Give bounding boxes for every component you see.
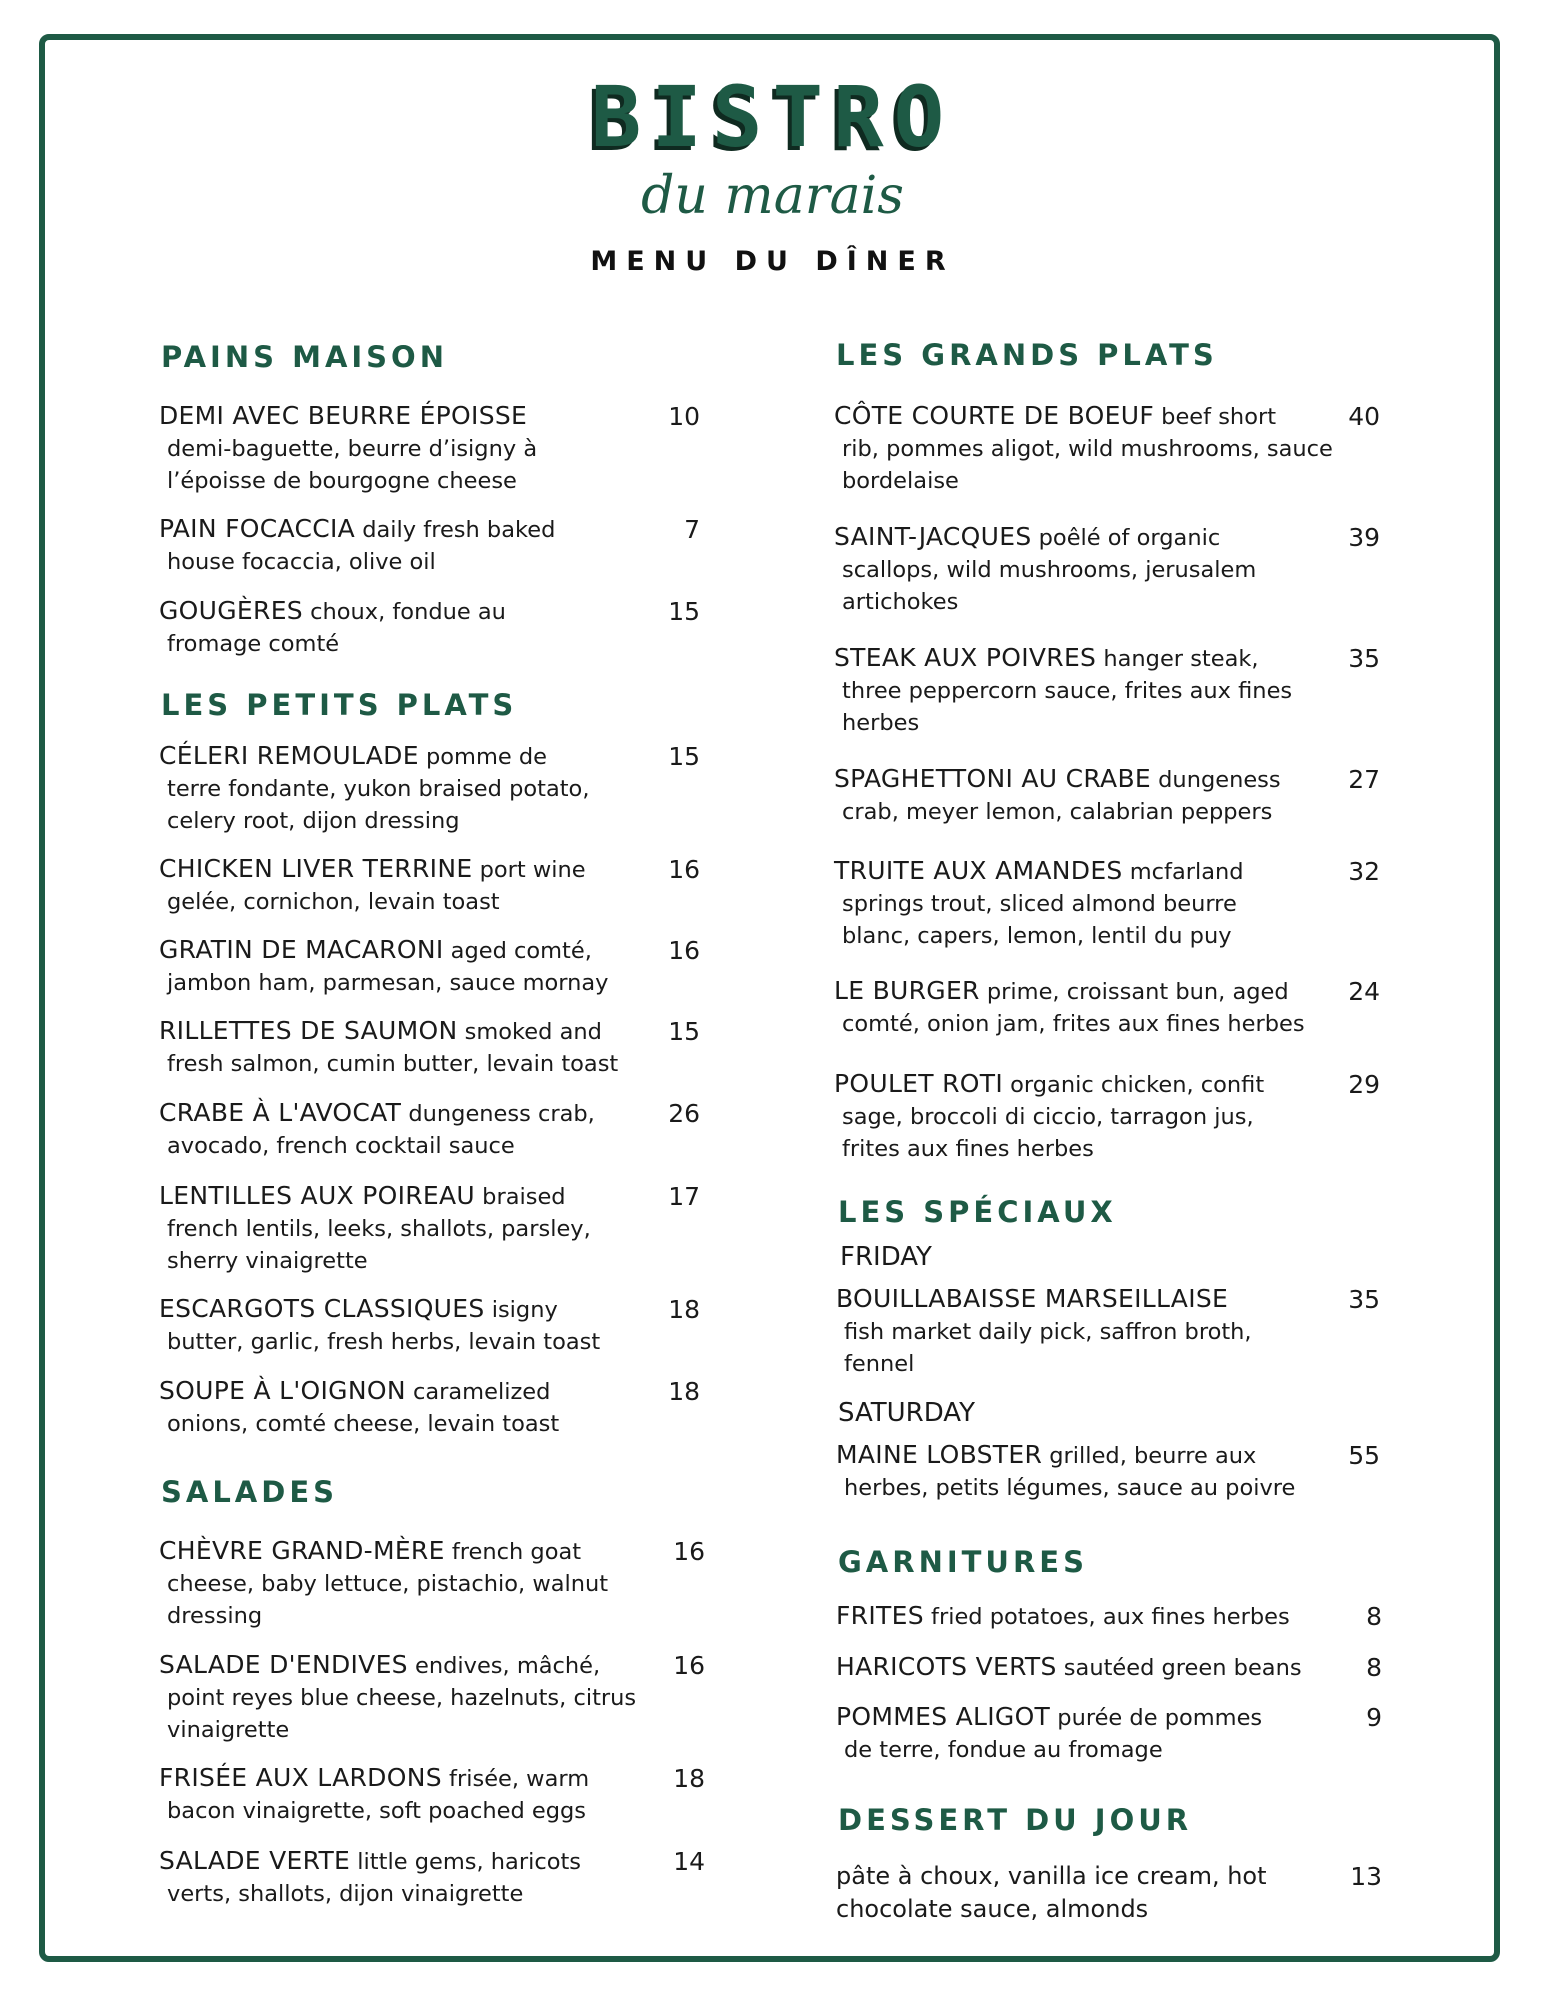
item-description-cont: bacon vinaigrette, soft poached eggs	[167, 1798, 587, 1824]
section-title-les-petits-plats: LES PETITS PLATS	[161, 688, 518, 722]
section-title-pains-maison: PAINS MAISON	[161, 340, 448, 374]
item-name: CRABE À L'AVOCAT	[159, 1098, 402, 1127]
item-first-line	[159, 1180, 679, 1213]
item-description-cont: fresh salmon, cumin butter, levain toast	[167, 1051, 619, 1077]
item-name: CHICKEN LIVER TERRINE	[159, 854, 473, 883]
menu-item	[836, 1283, 1356, 1380]
item-price: 15	[668, 597, 700, 626]
item-price: 16	[673, 1651, 705, 1680]
item-description-cont: terre fondante, yukon braised potato,	[167, 776, 590, 802]
item-description: dungeness	[1151, 767, 1281, 793]
item-description: dungeness crab,	[401, 1101, 595, 1127]
item-price: 55	[1348, 1441, 1380, 1470]
item-first-line	[159, 1535, 679, 1568]
item-description-cont: vinaigrette	[167, 1717, 290, 1743]
item-description-cont: springs trout, sliced almond beurre	[842, 891, 1237, 917]
item-first-line	[159, 1649, 679, 1682]
item-description: beef short	[1154, 404, 1277, 430]
item-name: POMMES ALIGOT	[836, 1702, 1051, 1731]
item-first-line	[159, 1097, 679, 1130]
item-description: endives, mâché,	[407, 1653, 601, 1679]
item-price: 8	[1366, 1653, 1382, 1682]
item-price: 32	[1348, 857, 1380, 886]
item-name: STEAK AUX POIVRES	[834, 643, 1097, 672]
item-description-cont: point reyes blue cheese, hazelnuts, citrus	[167, 1685, 637, 1711]
menu-item	[159, 1180, 679, 1277]
item-name: TRUITE AUX AMANDES	[834, 856, 1123, 885]
item-price: 27	[1348, 765, 1380, 794]
item-description: mcfarland	[1122, 859, 1244, 885]
section-title-salades: SALADES	[161, 1475, 339, 1509]
menu-item	[159, 513, 679, 578]
menu-item	[159, 1097, 679, 1162]
item-description-cont: fromage comté	[167, 631, 340, 657]
item-name: LE BURGER	[834, 976, 980, 1005]
menu-subtitle: MENU DU DÎNER	[590, 246, 955, 277]
menu-item	[834, 763, 1354, 828]
item-first-line	[834, 521, 1354, 554]
section-title-garnitures: GARNITURES	[838, 1545, 1088, 1579]
item-first-line	[836, 1283, 1356, 1316]
item-first-line	[834, 642, 1354, 675]
item-price: 35	[1348, 1285, 1380, 1314]
item-price: 9	[1366, 1703, 1382, 1732]
item-description-cont: de terre, fondue au fromage	[844, 1737, 1163, 1763]
item-price: 40	[1348, 402, 1380, 431]
item-description-cont: artichokes	[842, 589, 959, 615]
item-description: braised	[475, 1184, 566, 1210]
menu-item	[836, 1701, 1356, 1766]
item-description: frisée, warm	[441, 1766, 590, 1792]
item-description-cont: crab, meyer lemon, calabrian peppers	[842, 799, 1273, 825]
item-description: aged comté,	[443, 938, 592, 964]
menu-item	[836, 1651, 1356, 1684]
item-first-line	[836, 1439, 1356, 1472]
item-first-line	[834, 1068, 1354, 1101]
item-first-line	[836, 1600, 1356, 1633]
item-first-line	[159, 740, 679, 773]
item-description-cont: frites aux fines herbes	[842, 1136, 1094, 1162]
item-description-cont: bordelaise	[842, 468, 959, 494]
item-first-line	[836, 1651, 1356, 1684]
item-description-cont: avocado, french cocktail sauce	[167, 1133, 515, 1159]
menu-item	[159, 1535, 679, 1632]
item-description-cont: three peppercorn sauce, frites aux fines	[842, 678, 1293, 704]
item-price: 35	[1348, 644, 1380, 673]
item-name: POULET ROTI	[834, 1069, 1003, 1098]
item-description-cont: rib, pommes aligot, wild mushrooms, sauce	[842, 436, 1333, 462]
item-first-line	[159, 595, 679, 628]
item-description-cont: cheese, baby lettuce, pistachio, walnut	[167, 1571, 609, 1597]
item-description-cont: celery root, dijon dressing	[167, 808, 460, 834]
item-name: RILLETTES DE SAUMON	[159, 1016, 458, 1045]
item-description: pâte à choux, vanilla ice cream, hot	[836, 1862, 1267, 1890]
item-description-cont: comté, onion jam, frites aux fines herbes	[842, 1011, 1305, 1037]
item-description-cont: jambon ham, parmesan, sauce mornay	[167, 970, 609, 996]
item-description-cont: chocolate sauce, almonds	[836, 1895, 1149, 1923]
item-description: little gems, haricots	[350, 1849, 582, 1875]
item-name: CÉLERI REMOULADE	[159, 741, 419, 770]
menu-item	[834, 975, 1354, 1040]
item-first-line	[159, 1015, 679, 1048]
menu-item	[836, 1439, 1356, 1504]
section-title-dessert-du-jour: DESSERT DU JOUR	[838, 1803, 1193, 1837]
item-price: 16	[668, 936, 700, 965]
item-name: FRISÉE AUX LARDONS	[159, 1763, 442, 1792]
item-first-line	[159, 513, 679, 546]
item-price: 15	[668, 1017, 700, 1046]
section-title-les-grands-plats: LES GRANDS PLATS	[836, 338, 1218, 372]
item-price: 10	[668, 402, 700, 431]
special-day-saturday: SATURDAY	[838, 1398, 975, 1428]
menu-item	[834, 521, 1354, 618]
item-price: 16	[673, 1537, 705, 1566]
menu-item	[834, 1068, 1354, 1165]
menu-item	[159, 740, 679, 837]
logo-title: BISTRO	[590, 68, 955, 166]
item-name: GOUGÈRES	[159, 596, 303, 625]
menu-item	[159, 934, 679, 999]
item-description: poêlé of organic	[1031, 525, 1221, 551]
item-first-line	[159, 1293, 679, 1326]
item-price: 8	[1366, 1602, 1382, 1631]
item-name: ESCARGOTS CLASSIQUES	[159, 1294, 485, 1323]
item-description-cont: sherry vinaigrette	[167, 1248, 368, 1274]
menu-item	[159, 595, 679, 660]
item-description-cont: onions, comté cheese, levain toast	[167, 1411, 560, 1437]
item-description: hanger steak,	[1096, 646, 1259, 672]
item-price: 16	[668, 855, 700, 884]
item-description-cont: french lentils, leeks, shallots, parsley,	[167, 1216, 591, 1242]
item-price: 15	[668, 742, 700, 771]
item-description-cont: sage, broccoli di ciccio, tarragon jus,	[842, 1104, 1254, 1130]
item-name: FRITES	[836, 1601, 924, 1630]
item-description: purée de pommes	[1050, 1705, 1263, 1731]
section-title-les-speciaux: LES SPÉCIAUX	[838, 1195, 1117, 1229]
item-description-cont: demi-baguette, beurre d’isigny à	[167, 436, 538, 462]
item-name: HARICOTS VERTS	[836, 1652, 1057, 1681]
item-price: 26	[668, 1099, 700, 1128]
item-first-line	[834, 855, 1354, 888]
item-price: 18	[668, 1377, 700, 1406]
item-price: 13	[1350, 1862, 1382, 1891]
menu-item	[834, 855, 1354, 952]
item-first-line	[834, 975, 1354, 1008]
item-name: CHÈVRE GRAND-MÈRE	[159, 1536, 445, 1565]
item-name: LENTILLES AUX POIREAU	[159, 1181, 476, 1210]
menu-item	[159, 1649, 679, 1746]
menu-item	[159, 1845, 679, 1910]
menu-item	[834, 642, 1354, 739]
menu-item	[834, 400, 1354, 497]
item-description: french goat	[444, 1539, 582, 1565]
item-first-line	[834, 400, 1354, 433]
item-first-line	[159, 1375, 679, 1408]
item-first-line	[836, 1701, 1356, 1734]
item-description-cont: herbes	[842, 710, 920, 736]
item-first-line	[159, 1845, 679, 1878]
item-description-cont: house focaccia, olive oil	[167, 549, 436, 575]
item-description-cont: verts, shallots, dijon vinaigrette	[167, 1881, 524, 1907]
item-description-cont: scallops, wild mushrooms, jerusalem	[842, 557, 1257, 583]
item-description-cont: herbes, petits légumes, sauce au poivre	[844, 1475, 1296, 1501]
item-description-cont: dressing	[167, 1603, 263, 1629]
item-description: smoked and	[457, 1019, 602, 1045]
menu-item	[159, 1375, 679, 1440]
item-description: daily fresh baked	[355, 517, 556, 543]
item-description: grilled, beurre aux	[1042, 1443, 1257, 1469]
item-description-cont: fish market daily pick, saffron broth,	[844, 1319, 1252, 1345]
item-first-line	[159, 853, 679, 886]
item-description: port wine	[472, 857, 586, 883]
item-name: SPAGHETTONI AU CRABE	[834, 764, 1151, 793]
item-first-line	[834, 763, 1354, 796]
item-price: 14	[673, 1847, 705, 1876]
item-first-line	[159, 934, 679, 967]
item-first-line	[159, 1762, 679, 1795]
item-price: 39	[1348, 523, 1380, 552]
menu-item	[159, 400, 679, 497]
item-price: 29	[1348, 1070, 1380, 1099]
item-name: GRATIN DE MACARONI	[159, 935, 444, 964]
special-day-friday: FRIDAY	[840, 1242, 932, 1272]
item-price: 24	[1348, 977, 1380, 1006]
item-description: sautéed green beans	[1056, 1655, 1302, 1681]
item-description: caramelized	[405, 1379, 551, 1405]
item-description: isigny	[484, 1297, 558, 1323]
item-price: 7	[684, 515, 700, 544]
item-first-line	[836, 1860, 1356, 1893]
item-name: SALADE VERTE	[159, 1846, 351, 1875]
item-first-line	[159, 400, 679, 433]
logo-script: du marais	[641, 166, 904, 226]
item-price: 18	[668, 1295, 700, 1324]
item-description-cont: blanc, capers, lemon, lentil du puy	[842, 923, 1232, 949]
menu-header	[0, 68, 1545, 277]
item-description-cont: butter, garlic, fresh herbs, levain toast	[167, 1329, 601, 1355]
item-description: fried potatoes, aux fines herbes	[923, 1604, 1290, 1630]
menu-item	[159, 1015, 679, 1080]
item-description: pomme de	[418, 744, 547, 770]
item-description: organic chicken, confit	[1003, 1072, 1265, 1098]
item-name: SALADE D'ENDIVES	[159, 1650, 408, 1679]
item-price: 17	[668, 1182, 700, 1211]
menu-item	[836, 1600, 1356, 1633]
menu-item	[159, 1293, 679, 1358]
menu-item	[159, 1762, 679, 1827]
item-description-cont: gelée, cornichon, levain toast	[167, 889, 500, 915]
item-name: SAINT-JACQUES	[834, 522, 1032, 551]
item-name: PAIN FOCACCIA	[159, 514, 356, 543]
item-name: SOUPE À L'OIGNON	[159, 1376, 406, 1405]
item-name: DEMI AVEC BEURRE ÉPOISSE	[159, 401, 528, 430]
item-name: CÔTE COURTE DE BOEUF	[834, 401, 1155, 430]
item-description-cont: l’époisse de bourgogne cheese	[167, 468, 517, 494]
menu-item	[159, 853, 679, 918]
item-price: 18	[673, 1764, 705, 1793]
item-description: choux, fondue au	[302, 599, 506, 625]
item-description-cont: fennel	[844, 1351, 915, 1377]
item-name: BOUILLABAISSE MARSEILLAISE	[836, 1284, 1229, 1313]
item-description: prime, croissant bun, aged	[979, 979, 1289, 1005]
menu-item	[836, 1860, 1356, 1925]
item-name: MAINE LOBSTER	[836, 1440, 1043, 1469]
